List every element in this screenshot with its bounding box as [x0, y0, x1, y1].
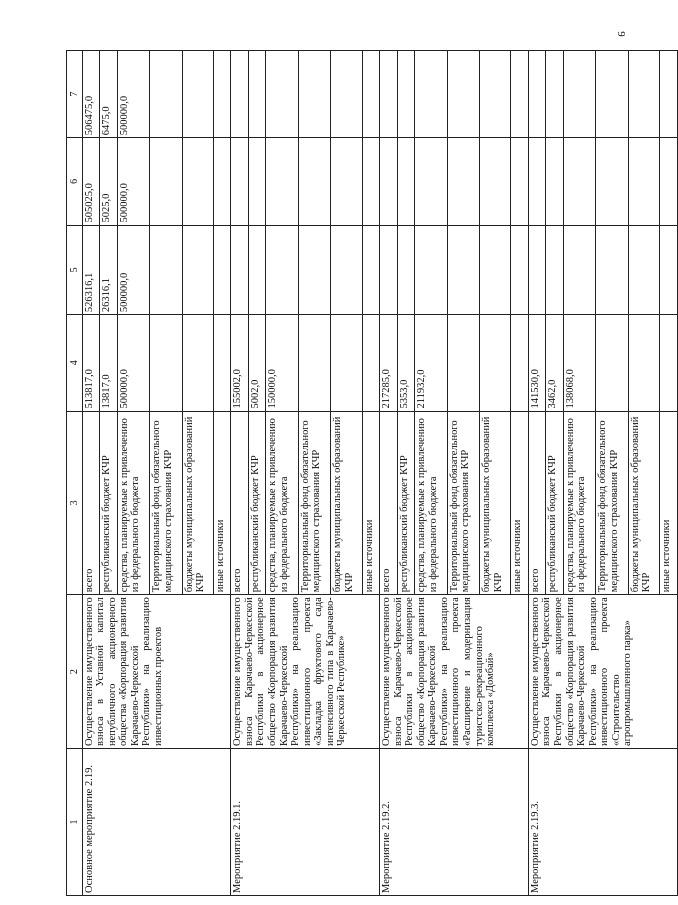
amount-cell: 5002,0: [248, 315, 265, 411]
table-row: [82, 51, 99, 896]
funding-source-cell: республиканский бюджет КЧР: [546, 411, 563, 595]
amount-cell: [248, 225, 265, 315]
funding-source-cell: иные источники: [213, 411, 230, 595]
amount-cell: [380, 225, 397, 315]
amount-cell: 155002,0: [231, 315, 248, 411]
amount-cell: 5353,0: [397, 315, 414, 411]
amount-cell: 138068,0: [563, 315, 595, 411]
amount-cell: [596, 315, 628, 411]
amount-cell: [266, 51, 298, 138]
event-description-cell: Осуществление имущественного взноса Карачаево-Черкесской Республики в акционерное общество «Корпорация развития Карачаево-Черкесской Республики» на реализацию инвестиционного проекта «Расширение и модернизация туристско-рекреационного комплекса «Домбай»: [380, 595, 529, 749]
amount-cell: [248, 51, 265, 138]
amount-cell: 500000,0: [117, 51, 149, 138]
event-id-cell: Мероприятие 2.19.3.: [528, 749, 677, 896]
funding-source-cell: иные источники: [660, 411, 678, 595]
amount-cell: [231, 51, 248, 138]
amount-cell: [660, 225, 678, 315]
amount-cell: [150, 51, 182, 138]
amount-cell: [546, 225, 563, 315]
funding-source-cell: республиканский бюджет КЧР: [248, 411, 265, 595]
amount-cell: [546, 138, 563, 225]
amount-cell: 217285,0: [380, 315, 397, 411]
amount-cell: [213, 315, 230, 411]
amount-cell: [660, 315, 678, 411]
event-description-cell: Осуществление имущественного взноса Карачаево-Черкесской Республики в акционерное общество «Корпорация развития Карачаево-Черкесской Республики» на реализацию инвестиционного проекта «Закладка фруктового сада интенсивного типа в Карачаево-Черкесской Республике»: [231, 595, 380, 749]
funding-source-cell: всего: [82, 411, 99, 595]
funding-source-cell: всего: [380, 411, 397, 595]
header-cell: 6: [67, 138, 83, 225]
amount-cell: [480, 315, 511, 411]
funding-source-cell: бюджеты муниципальных образований КЧР: [331, 411, 362, 595]
header-cell: 1: [67, 749, 83, 896]
amount-cell: [380, 138, 397, 225]
amount-cell: [397, 51, 414, 138]
amount-cell: [298, 51, 330, 138]
header-cell: 7: [67, 51, 83, 138]
amount-cell: [660, 51, 678, 138]
header-cell: 5: [67, 225, 83, 315]
amount-cell: [628, 315, 659, 411]
amount-cell: 150000,0: [266, 315, 298, 411]
amount-cell: [331, 51, 362, 138]
amount-cell: [331, 225, 362, 315]
amount-cell: [511, 138, 528, 225]
amount-cell: [447, 315, 479, 411]
amount-cell: [150, 225, 182, 315]
amount-cell: 505025,0: [82, 138, 99, 225]
funding-source-cell: всего: [231, 411, 248, 595]
table-row: [380, 51, 397, 896]
amount-cell: [397, 138, 414, 225]
header-cell: 4: [67, 315, 83, 411]
funding-source-cell: республиканский бюджет КЧР: [397, 411, 414, 595]
amount-cell: [415, 138, 447, 225]
event-id-cell: Мероприятие 2.19.1.: [231, 749, 380, 896]
amount-cell: 211932,0: [415, 315, 447, 411]
amount-cell: [528, 138, 545, 225]
amount-cell: [182, 225, 213, 315]
amount-cell: [628, 138, 659, 225]
amount-cell: [362, 51, 379, 138]
table-row: [528, 51, 545, 896]
funding-source-cell: бюджеты муниципальных образований КЧР: [182, 411, 213, 595]
amount-cell: [266, 138, 298, 225]
amount-cell: [298, 225, 330, 315]
amount-cell: [528, 225, 545, 315]
amount-cell: [447, 138, 479, 225]
amount-cell: 500000,0: [117, 225, 149, 315]
amount-cell: [596, 51, 628, 138]
amount-cell: 6475,0: [100, 51, 117, 138]
amount-cell: [231, 138, 248, 225]
funding-source-cell: средства, планируемые к привлечению из федерального бюджета: [266, 411, 298, 595]
rotated-page: [66, 50, 678, 896]
funding-table: [66, 50, 678, 896]
amount-cell: [231, 225, 248, 315]
amount-cell: [415, 51, 447, 138]
event-description-cell: Осуществление имущественного взноса Карачаево-Черкесской Республики в акционерное общество «Корпорация развития Карачаево-Черкесской Республики» на реализацию инвестиционного проекта «Строительство агропромышленного парка»: [528, 595, 677, 749]
event-id-cell: Мероприятие 2.19.2.: [380, 749, 529, 896]
amount-cell: [480, 51, 511, 138]
amount-cell: [380, 51, 397, 138]
amount-cell: [447, 51, 479, 138]
amount-cell: 500000,0: [117, 315, 149, 411]
amount-cell: [266, 225, 298, 315]
amount-cell: [248, 138, 265, 225]
event-description-cell: Осуществление имущественного взноса в Уставной капитал непубличного акционерного общества «Корпорация развития Карачаево-Черкесской Республики» на реализацию инвестиционных проектов: [82, 595, 231, 749]
amount-cell: [528, 51, 545, 138]
amount-cell: [511, 315, 528, 411]
amount-cell: 506475,0: [82, 51, 99, 138]
page-number: 9: [614, 31, 627, 37]
amount-cell: [213, 225, 230, 315]
amount-cell: [447, 225, 479, 315]
event-id-cell: Основное мероприятие 2.19.: [82, 749, 231, 896]
amount-cell: [415, 225, 447, 315]
amount-cell: [563, 51, 595, 138]
amount-cell: 26316,1: [100, 225, 117, 315]
amount-cell: [480, 138, 511, 225]
amount-cell: [150, 138, 182, 225]
amount-cell: [331, 138, 362, 225]
funding-source-cell: республиканский бюджет КЧР: [100, 411, 117, 595]
amount-cell: [213, 138, 230, 225]
funding-source-cell: бюджеты муниципальных образований КЧР: [628, 411, 659, 595]
amount-cell: [182, 51, 213, 138]
amount-cell: [362, 225, 379, 315]
funding-source-cell: всего: [528, 411, 545, 595]
table-row: [231, 51, 248, 896]
amount-cell: [511, 51, 528, 138]
amount-cell: [150, 315, 182, 411]
funding-source-cell: Территориальный фонд обязательного медицинского страхования КЧР: [447, 411, 479, 595]
amount-cell: [397, 225, 414, 315]
funding-source-cell: Территориальный фонд обязательного медицинского страхования КЧР: [150, 411, 182, 595]
funding-source-cell: средства, планируемые к привлечению из федерального бюджета: [415, 411, 447, 595]
amount-cell: [298, 138, 330, 225]
amount-cell: 13817,0: [100, 315, 117, 411]
funding-source-cell: Территориальный фонд обязательного медицинского страхования КЧР: [298, 411, 330, 595]
amount-cell: [362, 315, 379, 411]
amount-cell: [511, 225, 528, 315]
amount-cell: 526316,1: [82, 225, 99, 315]
funding-source-cell: иные источники: [362, 411, 379, 595]
amount-cell: [563, 225, 595, 315]
amount-cell: 500000,0: [117, 138, 149, 225]
amount-cell: 141530,0: [528, 315, 545, 411]
amount-cell: [480, 225, 511, 315]
funding-source-cell: Территориальный фонд обязательного медицинского страхования КЧР: [596, 411, 628, 595]
amount-cell: 513817,0: [82, 315, 99, 411]
amount-cell: [182, 315, 213, 411]
amount-cell: [596, 225, 628, 315]
amount-cell: [546, 51, 563, 138]
amount-cell: [628, 225, 659, 315]
funding-source-cell: иные источники: [511, 411, 528, 595]
amount-cell: [331, 315, 362, 411]
amount-cell: 5025,0: [100, 138, 117, 225]
funding-source-cell: средства, планируемые к привлечению из федерального бюджета: [117, 411, 149, 595]
amount-cell: [298, 315, 330, 411]
header-cell: 3: [67, 411, 83, 595]
amount-cell: [660, 138, 678, 225]
amount-cell: [628, 51, 659, 138]
header-row: [67, 51, 83, 896]
amount-cell: 3462,0: [546, 315, 563, 411]
header-cell: 2: [67, 595, 83, 749]
amount-cell: [596, 138, 628, 225]
amount-cell: [182, 138, 213, 225]
amount-cell: [563, 138, 595, 225]
amount-cell: [362, 138, 379, 225]
funding-source-cell: средства, планируемые к привлечению из федерального бюджета: [563, 411, 595, 595]
funding-source-cell: бюджеты муниципальных образований КЧР: [480, 411, 511, 595]
amount-cell: [213, 51, 230, 138]
